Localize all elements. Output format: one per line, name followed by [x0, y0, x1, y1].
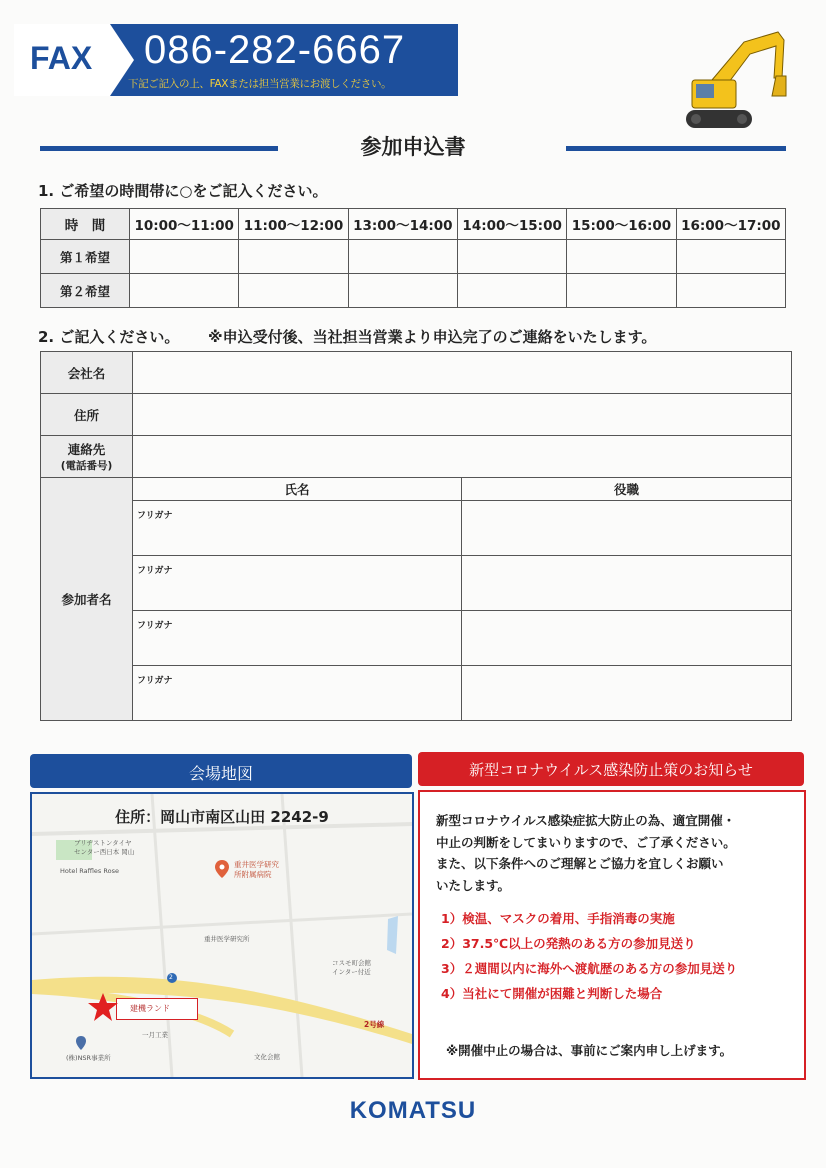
map-label-store2: センター西日本 岡山: [74, 848, 135, 856]
furigana-label: フリガナ: [137, 566, 173, 576]
second-choice-cell[interactable]: [567, 274, 676, 308]
location-pin-icon: [76, 1036, 86, 1050]
second-choice-label: 第２希望: [41, 274, 130, 308]
map-pin-icon: [215, 860, 229, 878]
covid-body-line: また、以下条件へのご理解とご協力を宜しくお願い: [436, 856, 724, 871]
time-slot-2: 11:00〜12:00: [239, 209, 348, 240]
time-slot-6: 16:00〜17:00: [676, 209, 785, 240]
company-field[interactable]: [133, 352, 792, 394]
map-label-hospital2: 所附属病院: [234, 870, 272, 879]
fax-label: FAX: [30, 40, 93, 76]
covid-header-text: 新型コロナウイルス感染防止策のお知らせ: [469, 761, 753, 779]
name-column-header: 氏名: [133, 478, 462, 501]
participant-name-field[interactable]: [133, 501, 462, 556]
participant-role-field[interactable]: [462, 501, 792, 556]
first-choice-cell[interactable]: [130, 240, 239, 274]
covid-body-line: いたします。: [436, 877, 511, 893]
participant-name-field[interactable]: [133, 666, 462, 721]
second-choice-cell[interactable]: [457, 274, 566, 308]
map-label-route: 2号線: [364, 1020, 385, 1029]
covid-body-line: 中止の判断をしてまいりますので、ご了承ください。: [436, 834, 736, 850]
first-choice-cell[interactable]: [567, 240, 676, 274]
covid-body: [436, 810, 792, 896]
komatsu-logo: KOMATSU: [349, 1097, 477, 1124]
contact-field[interactable]: [133, 436, 792, 478]
form-title: 参加申込書: [360, 135, 466, 159]
participant-role-field[interactable]: [462, 611, 792, 666]
map-label-hospital-small: 重井医学研究所: [204, 935, 250, 943]
first-choice-cell[interactable]: [239, 240, 348, 274]
map-label-district: 一月工業: [142, 1031, 168, 1039]
fax-note: 下記ご記入の上、FAXまたは担当営業にお渡しください。: [128, 78, 392, 90]
excavator-icon: [682, 18, 788, 138]
map-label-misc: 文化会館: [254, 1053, 280, 1061]
furigana-label: フリガナ: [137, 511, 173, 521]
covid-item: 3）２週間以内に海外へ渡航歴のある方の参加見送り: [441, 961, 738, 976]
map-label-store: ブリヂストンタイヤ: [74, 839, 132, 847]
first-choice-cell[interactable]: [348, 240, 457, 274]
address-label: 住所: [41, 394, 133, 436]
furigana-label: フリガナ: [137, 676, 173, 686]
map-label-hotel: Hotel Raffles Rose: [60, 867, 119, 875]
covid-closing: ※開催中止の場合は、事前にご案内申し上げます。: [446, 1043, 733, 1058]
section2-note: ※申込受付後、当社担当営業より申込完了のご連絡をいたします。: [208, 328, 657, 346]
time-slot-table: [40, 208, 786, 308]
participant-role-field[interactable]: [462, 556, 792, 611]
contact-label-sub: (電話番号): [60, 460, 113, 472]
role-column-header: 役職: [462, 478, 792, 501]
time-slot-3: 13:00〜14:00: [348, 209, 457, 240]
map-address: 住所：岡山市南区山田 2242-9: [115, 808, 329, 826]
participant-role-field[interactable]: [462, 666, 792, 721]
covid-item: 1）検温、マスクの着用、手指消毒の実施: [441, 911, 675, 926]
venue-label: 建機ランド: [130, 1004, 170, 1013]
second-choice-cell[interactable]: [676, 274, 785, 308]
map-label-hospital: 重井医学研究: [234, 860, 279, 869]
contact-label-text: 連絡先: [67, 442, 106, 457]
route-marker-number: 2: [169, 974, 173, 981]
participant-name-field[interactable]: [133, 611, 462, 666]
participant-name-field[interactable]: [133, 556, 462, 611]
first-choice-cell[interactable]: [457, 240, 566, 274]
second-choice-cell[interactable]: [130, 274, 239, 308]
company-label: 会社名: [41, 352, 133, 394]
map-label-community: コスモ町会館: [332, 959, 371, 967]
first-choice-label: 第１希望: [41, 240, 130, 274]
section1-heading: 1. ご希望の時間帯に○をご記入ください。: [38, 182, 328, 200]
address-field[interactable]: [133, 394, 792, 436]
time-header: 時 間: [41, 209, 130, 240]
covid-item: 2）37.5℃以上の発熱のある方の参加見送り: [441, 936, 696, 951]
time-slot-1: 10:00〜11:00: [130, 209, 239, 240]
map-label-community2: インター付近: [332, 968, 371, 976]
second-choice-cell[interactable]: [239, 274, 348, 308]
furigana-label: フリガナ: [137, 621, 173, 631]
covid-body-line: 新型コロナウイルス感染症拡大防止の為、適宜開催・: [436, 813, 736, 828]
first-choice-cell[interactable]: [676, 240, 785, 274]
contact-label: [41, 436, 133, 478]
applicant-form-table: [40, 351, 792, 721]
fax-number: 086-282-6667: [144, 28, 406, 72]
time-slot-5: 15:00〜16:00: [567, 209, 676, 240]
second-choice-cell[interactable]: [348, 274, 457, 308]
venue-star-icon: [88, 993, 118, 1021]
participants-label: 参加者名: [41, 478, 133, 721]
map-header-text: 会場地図: [188, 764, 253, 783]
covid-item: 4）当社にて開催が困難と判断した場合: [441, 986, 663, 1001]
map-label-nsr: (株)NSR事業所: [66, 1054, 111, 1062]
section2-heading: 2. ご記入ください。: [38, 328, 180, 346]
time-slot-4: 14:00〜15:00: [457, 209, 566, 240]
